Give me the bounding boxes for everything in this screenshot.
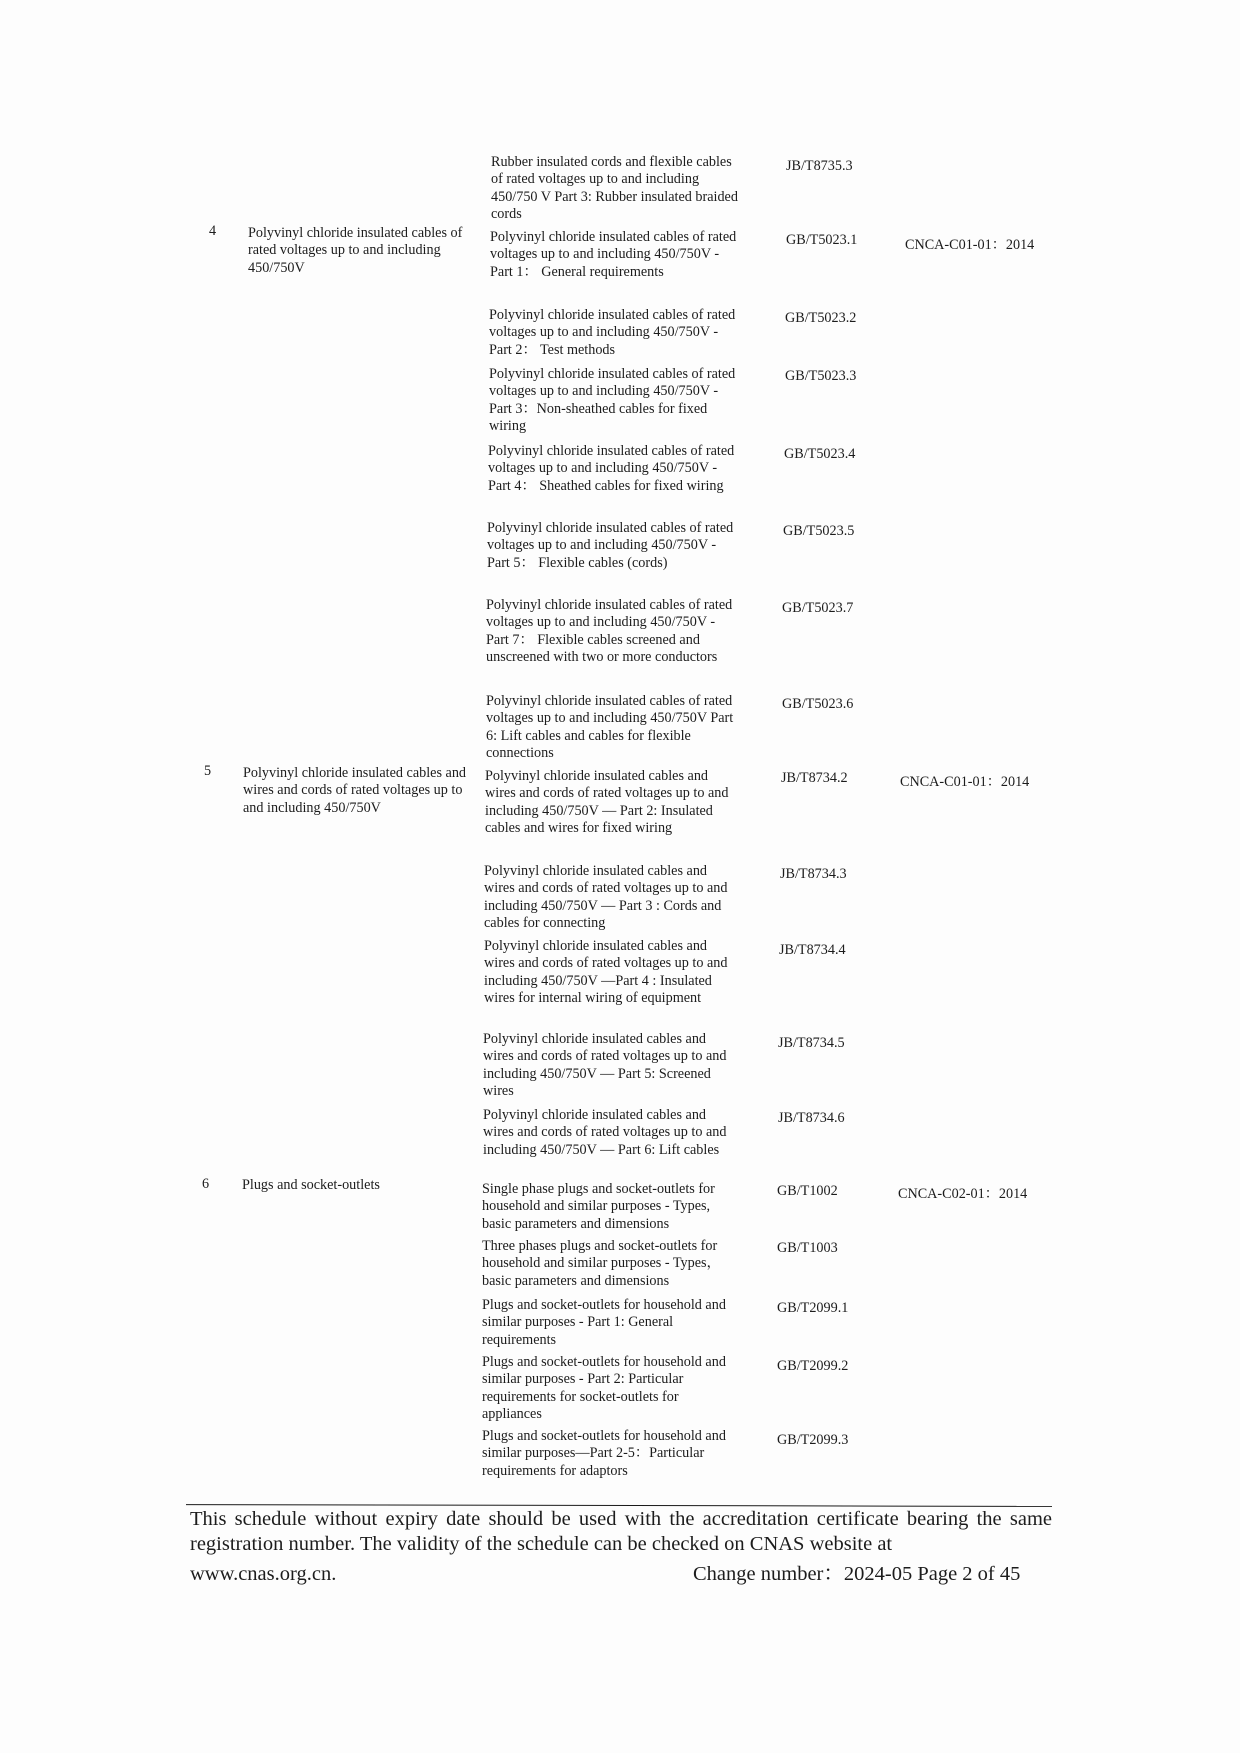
standard-title: Polyvinyl chloride insulated cables of rated voltages up to and including 450/750V - Part 1： General requirements xyxy=(490,229,737,280)
product-name: Polyvinyl chloride insulated cables of rated voltages up to and including 450/750V xyxy=(248,225,463,276)
standard-code: JB/T8734.5 xyxy=(778,1035,845,1051)
standard-code: GB/T1002 xyxy=(777,1183,838,1199)
standard-code: GB/T5023.3 xyxy=(785,368,857,384)
standard-title: Polyvinyl chloride insulated cables and wires and cords of rated voltages up to and including 450/750V — Part 2: Insulated cables and wires for fixed wiring xyxy=(485,768,729,837)
standard-title: Polyvinyl chloride insulated cables of rated voltages up to and including 450/750V - Part 3：Non-sheathed cables for fixed wiring xyxy=(489,366,736,435)
certification-rule: CNCA-C02-01：2014 xyxy=(898,1186,1028,1202)
standard-code: JB/T8734.6 xyxy=(778,1110,845,1126)
standard-code: GB/T5023.4 xyxy=(784,446,856,462)
standard-title: Rubber insulated cords and flexible cables of rated voltages up to and including 450/750 V Part 3: Rubber insulated braided cords xyxy=(491,154,738,223)
item-number: 4 xyxy=(209,223,217,239)
standard-code: JB/T8734.2 xyxy=(781,770,848,786)
product-name: Polyvinyl chloride insulated cables and wires and cords of rated voltages up to and including 450/750V xyxy=(243,765,467,816)
standard-title: Polyvinyl chloride insulated cables of rated voltages up to and including 450/750V Part 6: Lift cables and cables for flexible connections xyxy=(486,693,734,762)
product-name: Plugs and socket-outlets xyxy=(242,1177,380,1193)
standard-title: Polyvinyl chloride insulated cables and wires and cords of rated voltages up to and including 450/750V —Part 4 : Insulated wires for internal wiring of equipment xyxy=(484,938,728,1007)
standard-title: Polyvinyl chloride insulated cables and wires and cords of rated voltages up to and including 450/750V — Part 5: Screened wires xyxy=(483,1031,727,1100)
item-number: 6 xyxy=(202,1176,210,1192)
certification-rule: CNCA-C01-01：2014 xyxy=(905,237,1035,253)
standard-code: GB/T2099.3 xyxy=(777,1432,849,1448)
standard-code: JB/T8734.3 xyxy=(780,866,847,882)
standard-title: Single phase plugs and socket-outlets for household and similar purposes - Types, basic parameters and dimensions xyxy=(482,1181,715,1232)
standard-code: JB/T8735.3 xyxy=(786,158,853,174)
cnas-website-link[interactable]: www.cnas.org.cn. xyxy=(190,1563,337,1585)
footer-statement: This schedule without expiry date should be used with the accreditation certificate bearing the same registration number. The validity of the schedule can be checked on CNAS website at xyxy=(190,1508,1052,1555)
standard-code: GB/T5023.7 xyxy=(782,600,854,616)
standard-code: GB/T5023.6 xyxy=(782,696,854,712)
certification-rule: CNCA-C01-01：2014 xyxy=(900,774,1030,790)
standard-title: Three phases plugs and socket-outlets for household and similar purposes - Types，basic parameters and dimensions xyxy=(482,1238,721,1289)
standard-code: GB/T5023.2 xyxy=(785,310,857,326)
standard-code: GB/T2099.2 xyxy=(777,1358,849,1374)
change-number-page: Change number：2024-05 Page 2 of 45 xyxy=(693,1563,1021,1585)
standard-code: GB/T5023.1 xyxy=(786,232,858,248)
standard-code: GB/T2099.1 xyxy=(777,1300,849,1316)
standard-title: Polyvinyl chloride insulated cables and wires and cords of rated voltages up to and including 450/750V — Part 3 : Cords and cables for connecting xyxy=(484,863,728,932)
standard-code: JB/T8734.4 xyxy=(779,942,846,958)
standard-title: Polyvinyl chloride insulated cables of rated voltages up to and including 450/750V - Part 7： Flexible cables screened and unscreened with two or more conductors xyxy=(486,597,733,666)
footer-last-line xyxy=(190,1562,1052,1587)
standard-code: GB/T1003 xyxy=(777,1240,838,1256)
standard-title: Plugs and socket-outlets for household and similar purposes—Part 2-5：Particular requirements for adaptors xyxy=(482,1428,726,1479)
standard-title: Plugs and socket-outlets for household and similar purposes - Part 1: General requirements xyxy=(482,1297,726,1348)
standard-code: GB/T5023.5 xyxy=(783,523,855,539)
item-number: 5 xyxy=(204,763,212,779)
standard-title: Polyvinyl chloride insulated cables and wires and cords of rated voltages up to and including 450/750V — Part 6: Lift cables xyxy=(483,1107,727,1158)
standard-title: Polyvinyl chloride insulated cables of rated voltages up to and including 450/750V - Part 5： Flexible cables (cords) xyxy=(487,520,734,571)
standard-title: Polyvinyl chloride insulated cables of rated voltages up to and including 450/750V - Part 2： Test methods xyxy=(489,307,736,358)
standard-title: Polyvinyl chloride insulated cables of rated voltages up to and including 450/750V - Part 4： Sheathed cables for fixed wiring xyxy=(488,443,735,494)
standard-title: Plugs and socket-outlets for household and similar purposes - Part 2: Particular requirements for socket-outlets for appliances xyxy=(482,1354,726,1423)
